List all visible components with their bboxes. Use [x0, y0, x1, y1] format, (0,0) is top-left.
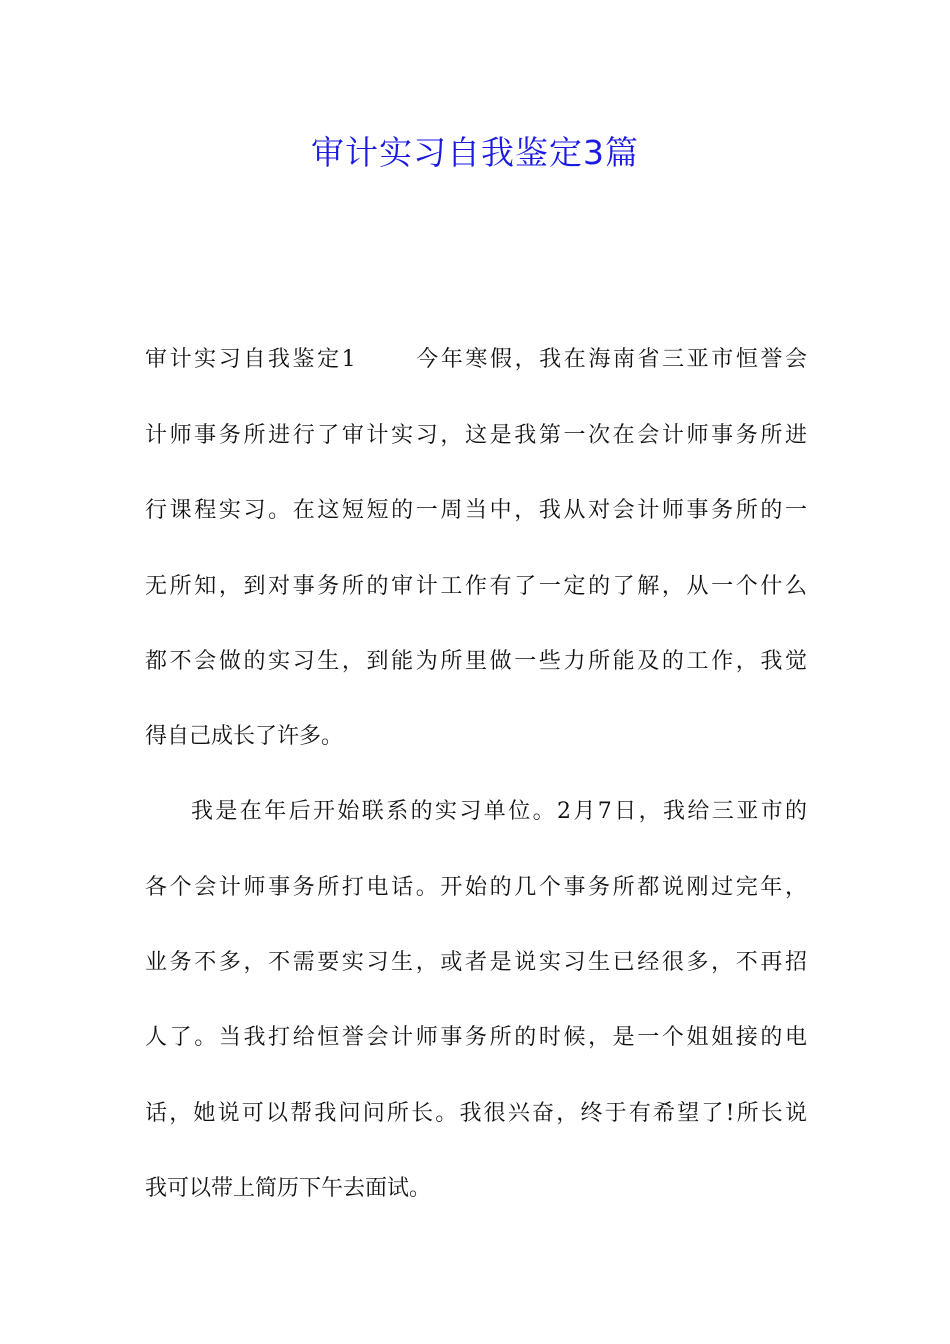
paragraph-1-line-5: 都不会做的实习生，到能为所里做一些力所能及的工作，我觉 [145, 649, 807, 674]
paragraph-2-line-3: 业务不多，不需要实习生，或者是说实习生已经很多，不再招 [145, 950, 807, 975]
paragraph-2-line-6: 我可以带上简历下午去面试。 [145, 1176, 432, 1201]
paragraph-1-line-3: 行课程实习。在这短短的一周当中，我从对会计师事务所的一 [145, 498, 807, 523]
paragraph-1-line-6: 得自己成长了许多。 [145, 724, 344, 749]
paragraph-2-line-5: 话，她说可以帮我问问所长。我很兴奋，终于有希望了!所长说 [145, 1101, 807, 1126]
paragraph-1-line-4: 无所知，到对事务所的审计工作有了一定的了解，从一个什么 [145, 574, 807, 599]
paragraph-1-line-1 [145, 340, 807, 380]
paragraph-2-line-1 [191, 792, 807, 832]
document-title: 审计实习自我鉴定3篇 [311, 133, 639, 172]
paragraph-2-line-4: 人了。当我打给恒誉会计师事务所的时候，是一个姐姐接的电 [145, 1025, 807, 1050]
paragraph-text: 我是在年后开始联系的实习单位。2月7日，我给三亚市的 [191, 799, 807, 824]
paragraph-1-line-2: 计师事务所进行了审计实习，这是我第一次在会计师事务所进 [145, 423, 807, 448]
section-heading: 审计实习自我鉴定1 [145, 347, 356, 372]
paragraph-2-line-2: 各个会计师事务所打电话。开始的几个事务所都说刚过完年， [145, 875, 807, 900]
paragraph-text: 今年寒假，我在海南省三亚市恒誉会 [413, 347, 807, 372]
